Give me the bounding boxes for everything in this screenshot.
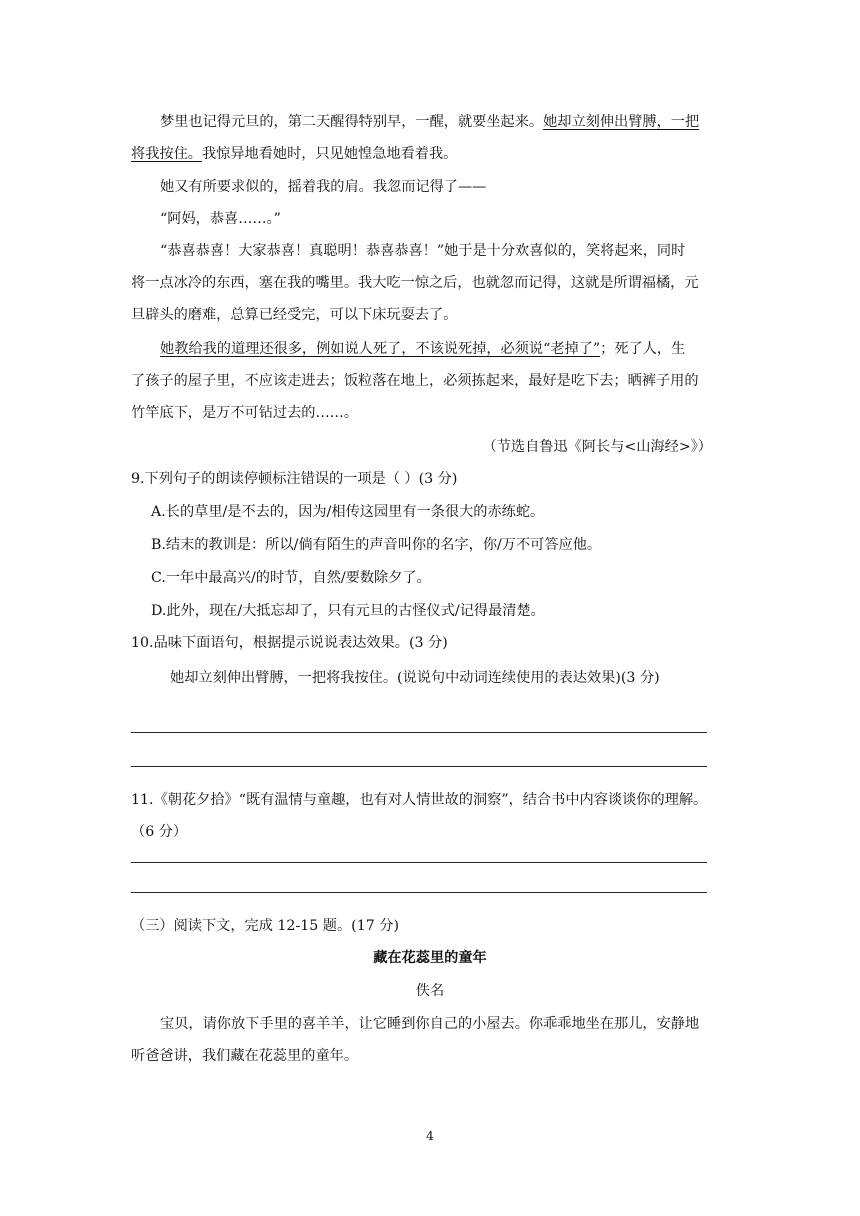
text-span: 我惊异地看她时，只见她惶急地看着我。 [201,146,458,162]
passage-p5-line1 [160,339,685,359]
q9-stem: 9.下列句子的朗读停顿标注错误的一项是（ ）(3 分) [131,471,458,487]
passage-source: （节选自鲁迅《阿长与<山海经>》） [482,439,712,455]
q10-stem: 10.品味下面语句，根据提示说说表达效果。(3 分) [131,635,448,651]
underlined-sentence: 她却立刻伸出臂膊，一把 [543,114,700,130]
article-p1-line2: 听爸爸讲，我们藏在花蕊里的童年。 [131,1048,359,1064]
article-author: 佚名 [415,983,445,999]
text-span: ；死了人，生 [600,341,686,357]
article-title: 藏在花蕊里的童年 [373,950,487,966]
passage-p1-line2 [131,144,457,164]
q11-stem-line1: 11.《朝花夕拾》“既有温情与童趣，也有对人情世故的洞察”，结合书中内容谈谈你的理解。 [131,792,708,808]
page-number: 4 [426,1129,434,1143]
q9-option-d: D.此外，现在/大抵忘却了，只有元旦的古怪仪式/记得最清楚。 [151,603,545,619]
answer-line [131,732,707,733]
text-span: 梦里也记得元旦的，第二天醒得特别早，一醒，就要坐起来。 [160,114,544,130]
q9-option-c: C.一年中最高兴/的时节，自然/要数除夕了。 [151,570,431,586]
passage-p3: “阿妈，恭喜……。” [160,211,281,227]
q11-stem-line2: （6 分） [131,824,188,840]
passage-p4-line2: 将一点冰冷的东西，塞在我的嘴里。我大吃一惊之后，也就忽而记得，这就是所谓福橘，元 [131,275,699,291]
underlined-sentence: 她教给我的道理还很多，例如说人死了，不该说死掉，必须说“老掉了” [160,341,601,357]
answer-line [131,862,707,863]
passage-p5-line2: 了孩子的屋子里，不应该走进去；饭粒落在地上，必须拣起来，最好是吃下去；晒裤子用的 [131,373,699,389]
passage-p2: 她又有所要求似的，摇着我的肩。我忽而记得了—— [160,179,487,195]
q9-option-a: A.长的草里/是不去的，因为/相传这园里有一条很大的赤练蛇。 [151,504,545,520]
underlined-sentence: 将我按住。 [131,146,202,162]
passage-p4-line1: “恭喜恭喜！大家恭喜！真聪明！恭喜恭喜！”她于是十分欢喜似的，笑将起来，同时 [160,243,686,259]
passage-p1-line1 [160,112,699,132]
q10-sub: 她却立刻伸出臂膊，一把将我按住。(说说句中动词连续使用的表达效果)(3 分) [170,670,660,686]
passage-p4-line3: 旦辟头的磨难，总算已经受完，可以下床玩耍去了。 [131,307,458,323]
passage-p5-line3: 竹竿底下，是万不可钻过去的……。 [131,405,359,421]
answer-line [131,766,707,767]
section3-heading: （三）阅读下文，完成 12-15 题。(17 分) [131,918,399,934]
answer-line [131,892,707,893]
q9-option-b: B.结末的教训是：所以/倘有陌生的声音叫你的名字，你/万不可答应他。 [151,537,602,553]
article-p1-line1: 宝贝，请你放下手里的喜羊羊，让它睡到你自己的小屋去。你乖乖地坐在那儿，安静地 [160,1016,700,1032]
